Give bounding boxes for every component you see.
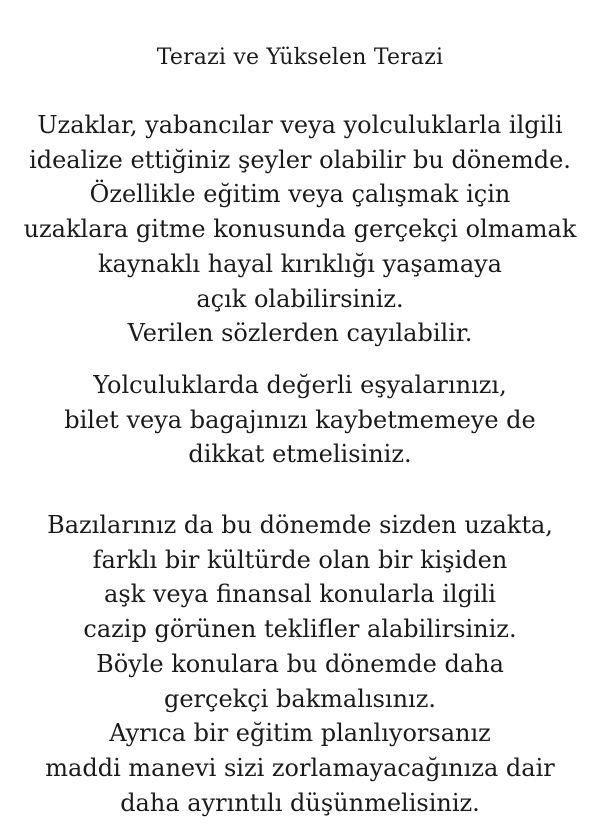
text-line: cazip görünen teklifler alabilirsiniz. xyxy=(83,615,517,644)
text-line: Bazılarınız da bu dönemde sizden uzakta, xyxy=(47,511,553,539)
text-line: açık olabilirsiniz. xyxy=(196,284,404,313)
text-line: uzaklara gitme konusunda gerçekçi olmamak xyxy=(23,215,577,244)
text-line: bilet veya bagajınızı kaybetmemeye de xyxy=(64,405,536,434)
paragraph-offers-education xyxy=(0,508,600,820)
text-line: Uzaklar, yabancılar veya yolculuklarla ilgili xyxy=(37,111,563,139)
text-line: farklı bir kültürde olan bir kişiden xyxy=(92,545,508,574)
text-line: Böyle konulara bu dönemde daha xyxy=(96,649,504,678)
text-line: idealize ettiğiniz şeyler olabilir bu dönemde. xyxy=(29,145,571,174)
text-line: Ayrıca bir eğitim planlıyorsanız xyxy=(109,719,491,748)
text-line: kaynaklı hayal kırıklığı yaşamaya xyxy=(98,249,502,278)
paragraph-travel-belongings xyxy=(0,368,600,472)
text-line: maddi manevi sizi zorlamayacağınıza dair xyxy=(45,753,555,782)
text-line: Özellikle eğitim veya çalışmak için xyxy=(89,180,511,209)
text-line: aşk veya finansal konularla ilgili xyxy=(104,580,496,609)
text-line: Yolculuklarda değerli eşyalarınızı, xyxy=(93,371,507,399)
text-line: dikkat etmelisiniz. xyxy=(188,440,412,469)
text-line: gerçekçi bakmalısınız. xyxy=(163,684,436,713)
document-title: Terazi ve Yükselen Terazi xyxy=(156,45,444,70)
text-line: Verilen sözlerden cayılabilir. xyxy=(127,319,473,348)
text-line: daha ayrıntılı düşünmelisiniz. xyxy=(120,788,480,817)
paragraph-travel-idealization xyxy=(0,108,600,351)
